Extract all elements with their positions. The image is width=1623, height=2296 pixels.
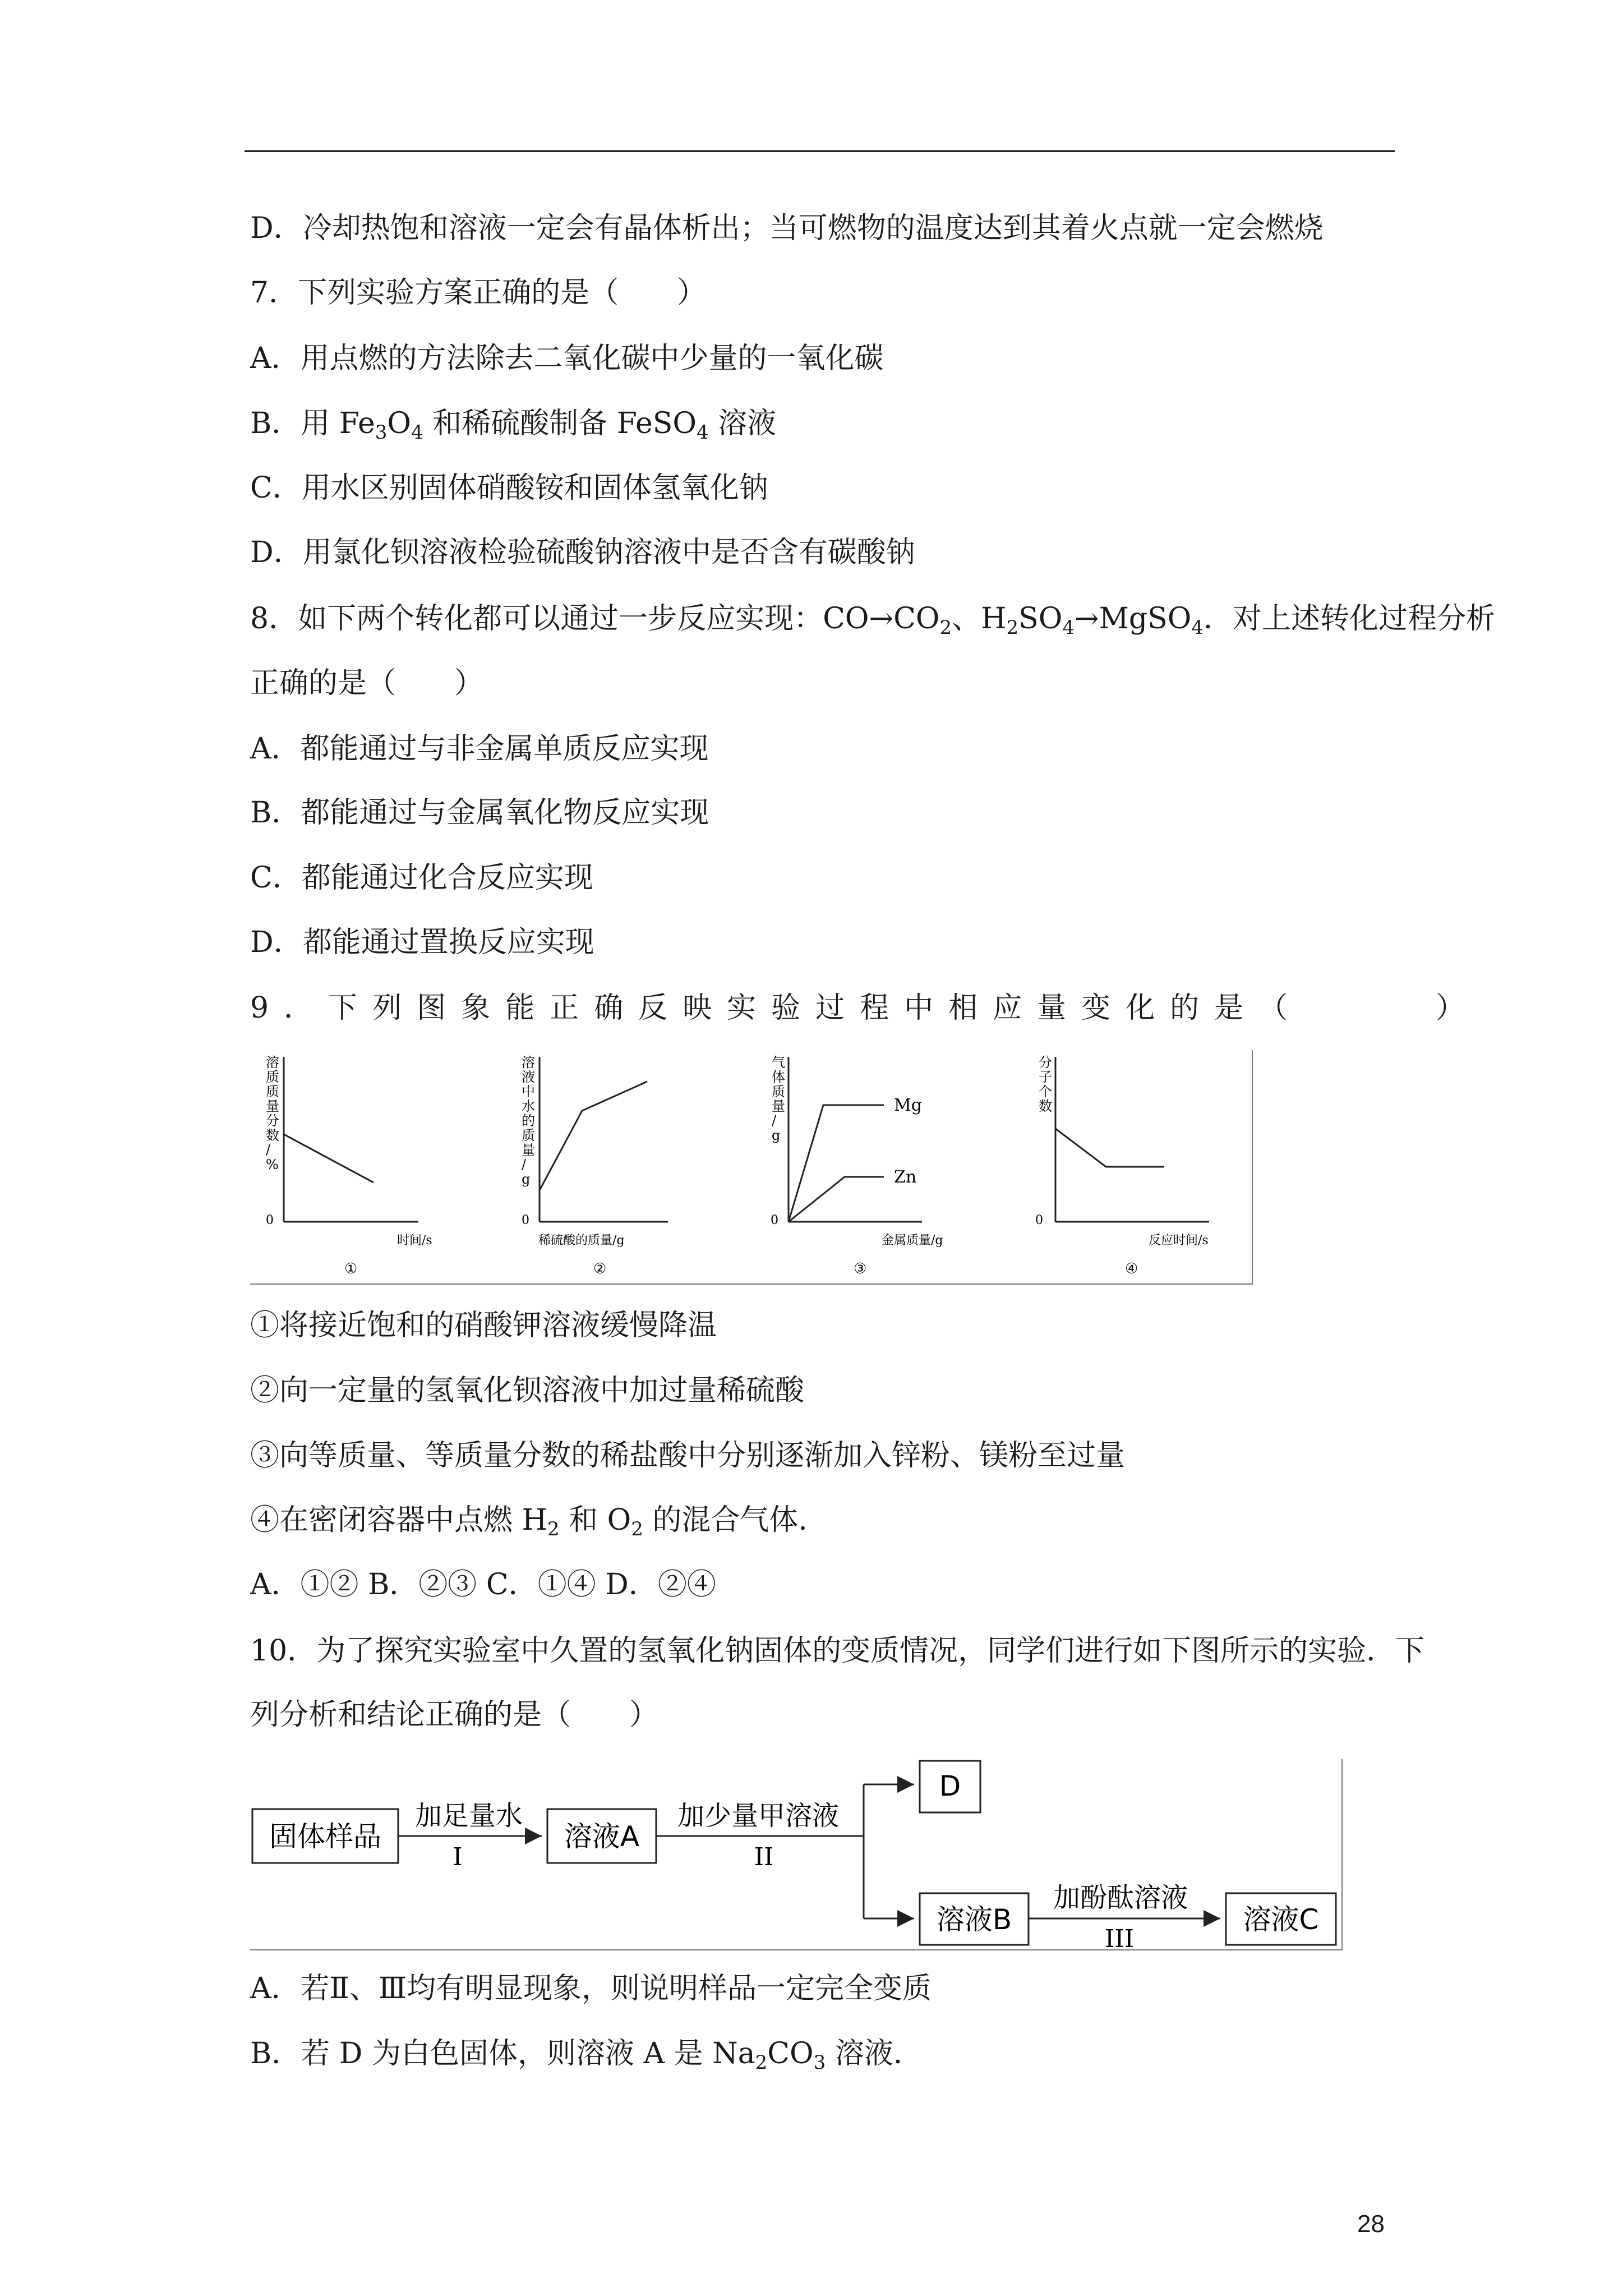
graph-4-curve [1055,1129,1164,1167]
graph-1 [266,1055,432,1277]
q9-options: A．①② B．②③ C．①④ D．②④ [250,1568,716,1602]
graph-2-origin: 0 [522,1213,529,1227]
text-run: ④在密闭容器中点燃 H [250,1503,547,1537]
graph-1-ylabel: 溶质质量分数/ % [266,1055,279,1172]
q8-option-b: B．都能通过与金属氧化物反应实现 [250,796,709,830]
graph-3-legend-mg: Mg [894,1096,922,1115]
graph-3 [771,1055,943,1277]
q9-stem: 9．下列图象能正确反映实验过程中相应量变化的是（ ） [250,991,1481,1025]
subscript: 4 [1191,616,1204,639]
q8-option-a: A．都能通过与非金属单质反应实现 [250,732,709,766]
q7-option-b [250,404,776,452]
flow-step-3-num: III [1104,1925,1135,1949]
q7-option-c: C．用水区别固体硝酸铵和固体氢氧化钠 [250,471,768,505]
text-run: 和 O [559,1503,631,1537]
graph-1-curve [284,1134,374,1182]
graph-1-number: ① [344,1260,358,1277]
graph-4-origin: 0 [1035,1213,1043,1227]
text-run: 溶液． [826,2037,923,2070]
q7-option-a: A．用点燃的方法除去二氧化碳中少量的一氧化碳 [250,342,884,375]
subscript: 3 [375,421,388,444]
flow-label-d: D [939,1770,961,1802]
graph-3-xlabel: 金属质量/g [882,1234,943,1248]
flow-step-1-num: I [453,1843,463,1871]
flow-label-solution-c: 溶液C [1243,1903,1319,1936]
graph-3-series-zn [789,1177,884,1222]
text-run: SO [1018,602,1063,636]
q9-item-1: ①将接近饱和的硝酸钾溶液缓慢降温 [250,1309,717,1342]
graph-3-ylabel: 气体质量/ g [772,1055,785,1143]
graph-4-xlabel: 反应时间/s [1149,1234,1209,1248]
page-number: 28 [1357,2210,1385,2238]
subscript: 2 [547,1518,560,1540]
q9-item-2: ②向一定量的氢氧化钡溶液中加过量稀硫酸 [250,1374,805,1407]
text-run: 溶液 [708,407,777,440]
q10-flow-diagram [250,1759,1343,1950]
subscript: 4 [411,421,423,444]
q8-option-d: D．都能通过置换反应实现 [250,926,594,959]
subscript: 2 [755,2051,768,2074]
subscript: 2 [1006,616,1019,639]
q9-graphs-svg [250,1050,1252,1283]
subscript: 4 [1062,616,1075,639]
q8-option-c: C．都能通过化合反应实现 [250,861,593,895]
flow-step-1: 加足量水 [414,1800,523,1832]
q10-stem: 10．为了探究实验室中久置的氢氧化钠固体的变质情况，同学们进行如下图所示的实验．下 [250,1634,1425,1668]
graph-3-legend-zn: Zn [894,1167,917,1187]
graph-2-ylabel: 溶液中水的质量/ g [522,1055,535,1187]
graph-2-xlabel: 稀硫酸的质量/g [538,1234,625,1248]
flow-label-solution-b: 溶液B [936,1903,1012,1936]
subscript: 3 [813,2051,826,2074]
subscript: 4 [697,421,709,444]
text-run: 和稀硫酸制备 FeSO [423,407,697,440]
graph-4-ylabel: 分子个数 [1039,1055,1052,1114]
flow-step-3: 加酚酞溶液 [1053,1882,1188,1913]
flow-step-2-num: II [754,1843,774,1871]
graph-3-origin: 0 [771,1213,778,1227]
q10-option-a: A．若Ⅱ、Ⅲ均有明显现象，则说明样品一定完全变质 [250,1972,932,2005]
q10-stem-cont: 列分析和结论正确的是（ ） [250,1698,659,1732]
subscript: 2 [939,616,952,639]
text-run: 8．如下两个转化都可以通过一步反应实现：CO→CO [250,602,940,636]
graph-3-series-mg [789,1105,884,1222]
text-run: →MgSO [1075,602,1192,636]
q8-stem [250,599,1495,647]
graph-2-number: ② [593,1260,607,1277]
q9-graphs-figure [250,1050,1253,1285]
q9-item-3: ③向等质量、等质量分数的稀盐酸中分别逐渐加入锌粉、镁粉至过量 [250,1439,1126,1473]
text-run: B．用 Fe [250,407,375,440]
graph-3-number: ③ [854,1260,867,1277]
graph-2 [522,1055,668,1277]
graph-4-number: ④ [1125,1260,1138,1277]
flow-step-2: 加少量甲溶液 [677,1800,840,1832]
text-run: 、H [952,602,1007,636]
flow-label-solution-a: 溶液A [564,1820,640,1853]
text-run: CO [767,2037,814,2070]
q10-option-b [250,2034,923,2082]
q8-stem-cont: 正确的是（ ） [250,666,484,700]
q7-option-d: D．用氯化钡溶液检验硫酸钠溶液中是否含有碳酸钠 [250,536,915,569]
graph-1-origin: 0 [266,1213,274,1227]
graph-1-xlabel: 时间/s [397,1234,432,1248]
text-run: ．对上述转化过程分析 [1204,602,1496,636]
header-rule [245,150,1395,152]
flow-label-solid: 固体样品 [269,1820,381,1853]
q10-flow-svg [250,1759,1341,1949]
subscript: 2 [631,1518,643,1540]
text-run: B．若 D 为白色固体，则溶液 A 是 Na [250,2037,755,2070]
text-run: 的混合气体． [643,1503,828,1537]
q7-stem: 7．下列实验方案正确的是（ ） [250,276,707,310]
graph-2-curve [540,1082,647,1190]
text-run: O [387,407,412,440]
q6-option-d: D．冷却热饱和溶液一定会有晶体析出；当可燃物的温度达到其着火点就一定会燃烧 [250,211,1324,245]
q9-item-4 [250,1501,827,1549]
graph-4 [1035,1055,1209,1277]
